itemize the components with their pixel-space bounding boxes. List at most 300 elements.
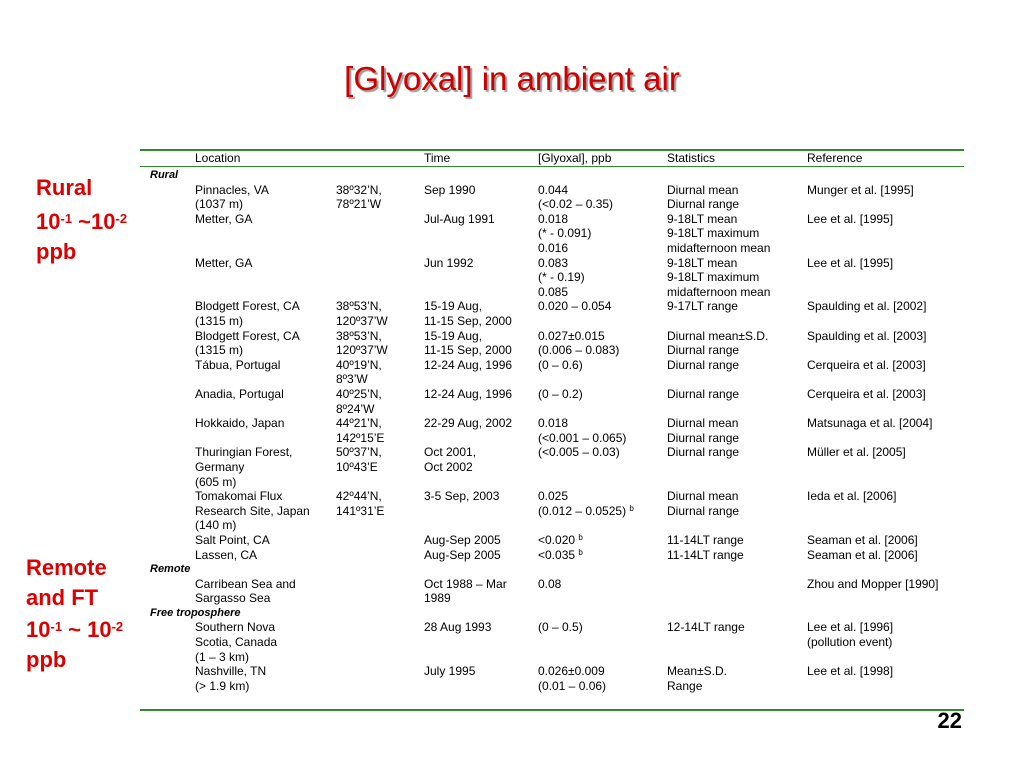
glyoxal-cell-line <box>538 489 634 504</box>
glyoxal-cell-line <box>538 183 613 198</box>
rural-range-exp1: -1 <box>60 211 73 226</box>
table-row <box>140 620 964 664</box>
coordinates-cell-text: 38º53’N, <box>336 299 382 314</box>
glyoxal-cell-line <box>538 431 626 446</box>
statistics-cell-text: Diurnal mean <box>667 182 739 197</box>
reference-cell-text: Spaulding et al. [2002] <box>807 299 927 314</box>
time-cell-text: July 1995 <box>424 664 476 679</box>
location-cell <box>195 329 300 358</box>
glyoxal-cell-text: 0.085 <box>538 284 569 299</box>
statistics-cell <box>667 358 739 373</box>
reference-cell <box>807 212 893 227</box>
header-statistics: Statistics <box>667 151 716 165</box>
coordinates-cell-text: 42º44’N, <box>336 489 382 504</box>
location-cell-text: Hokkaido, Japan <box>195 416 285 431</box>
header-time: Time <box>424 151 451 165</box>
section-rural: Rural <box>150 169 179 181</box>
time-cell <box>424 620 491 635</box>
reference-cell <box>807 620 893 649</box>
statistics-cell-text: Diurnal range <box>667 430 740 445</box>
header-reference: Reference <box>807 151 863 165</box>
time-cell-text: 28 Aug 1993 <box>424 620 492 635</box>
location-cell <box>195 387 284 402</box>
statistics-cell-text: Mean±S.D. <box>667 664 727 679</box>
reference-cell-text: Ieda et al. [2006] <box>807 489 897 504</box>
time-cell <box>424 664 475 679</box>
time-cell <box>424 183 475 198</box>
time-cell <box>424 533 501 548</box>
location-cell-text: (140 m) <box>195 518 237 533</box>
glyoxal-cell-text: (0 – 0.5) <box>538 620 583 635</box>
statistics-cell-text: Diurnal range <box>667 386 740 401</box>
glyoxal-cell-line <box>538 504 634 519</box>
statistics-cell-text: Diurnal range <box>667 357 740 372</box>
coordinates-cell-line <box>336 504 384 519</box>
statistics-cell-line <box>667 299 738 314</box>
table-row <box>140 183 964 212</box>
coordinates-cell <box>336 358 382 387</box>
table-row <box>140 445 964 489</box>
statistics-cell-line <box>667 620 745 635</box>
statistics-cell <box>667 533 744 548</box>
reference-cell-line <box>807 533 918 548</box>
statistics-cell-text: 9-17LT range <box>667 299 738 314</box>
statistics-cell-text: Diurnal range <box>667 343 740 358</box>
footnote-marker: b <box>578 532 583 542</box>
location-cell-text: Sargasso Sea <box>195 591 271 606</box>
glyoxal-cell-text: 0.025 <box>538 489 569 504</box>
statistics-cell <box>667 212 770 256</box>
time-cell <box>424 358 512 373</box>
coordinates-cell-line <box>336 489 384 504</box>
remote-range-exp1: -1 <box>50 619 63 634</box>
location-cell <box>195 664 266 693</box>
location-cell-text: (605 m) <box>195 474 237 489</box>
glyoxal-cell-line <box>538 416 626 431</box>
location-cell-text: Nashville, TN <box>195 664 267 679</box>
time-cell-text: 15-19 Aug, <box>424 299 483 314</box>
location-cell-line <box>195 504 310 519</box>
reference-cell-line <box>807 577 938 592</box>
time-cell-line <box>424 620 491 635</box>
statistics-cell <box>667 329 768 358</box>
glyoxal-cell-line <box>538 226 591 241</box>
reference-cell-text: Munger et al. [1995] <box>807 182 914 197</box>
time-cell-line <box>424 416 512 431</box>
statistics-cell-text: 9-18LT maximum <box>667 226 760 241</box>
time-cell-line <box>424 387 512 402</box>
coordinates-cell <box>336 489 384 518</box>
time-cell-text: 12-24 Aug, 1996 <box>424 357 513 372</box>
location-cell-line <box>195 650 277 665</box>
location-cell <box>195 533 270 548</box>
remote-range-base: 10 <box>26 617 51 642</box>
statistics-cell-line <box>667 445 739 460</box>
statistics-cell-line <box>667 548 744 563</box>
glyoxal-cell <box>538 577 561 592</box>
reference-cell-line <box>807 664 893 679</box>
time-cell-line <box>424 577 507 592</box>
coordinates-cell-text: 141º31’E <box>336 503 385 518</box>
statistics-cell-text: Diurnal mean <box>667 489 739 504</box>
reference-cell-text: Matsunaga et al. [2004] <box>807 416 933 431</box>
location-cell-text: Metter, GA <box>195 211 253 226</box>
time-cell-text: Oct 2002 <box>424 459 473 474</box>
coordinates-cell-line <box>336 299 388 314</box>
reference-cell <box>807 183 914 198</box>
slide-title: [Glyoxal] in ambient air <box>344 60 680 97</box>
statistics-cell <box>667 387 739 402</box>
time-cell-text: Jul-Aug 1991 <box>424 211 495 226</box>
table-row <box>140 416 964 445</box>
glyoxal-cell <box>538 620 583 635</box>
coordinates-cell <box>336 416 384 445</box>
coordinates-cell <box>336 387 382 416</box>
coordinates-cell-line <box>336 314 388 329</box>
statistics-cell <box>667 445 739 460</box>
glyoxal-cell-line <box>538 270 585 285</box>
location-cell-line <box>195 489 310 504</box>
glyoxal-cell-line <box>538 285 585 300</box>
glyoxal-cell-line <box>538 679 606 694</box>
statistics-cell-line <box>667 270 770 285</box>
rural-range <box>36 207 127 237</box>
location-cell <box>195 620 277 664</box>
location-cell <box>195 358 280 373</box>
table-row <box>140 387 964 416</box>
location-cell-line <box>195 445 292 460</box>
statistics-cell <box>667 299 738 314</box>
glyoxal-cell-text: 0.044 <box>538 182 569 197</box>
statistics-cell-line <box>667 664 727 679</box>
statistics-cell-line <box>667 197 739 212</box>
glyoxal-cell-line <box>538 445 620 460</box>
glyoxal-cell <box>538 445 620 460</box>
glyoxal-cell-text: (0 – 0.6) <box>538 357 583 372</box>
glyoxal-cell-line <box>538 343 619 358</box>
statistics-cell-text: 11-14LT range <box>667 547 744 562</box>
rural-annotation <box>36 173 127 267</box>
location-cell-line <box>195 679 266 694</box>
rural-unit: ppb <box>36 239 77 264</box>
reference-cell-text: Müller et al. [2005] <box>807 445 906 460</box>
coordinates-cell-text: 120º37’W <box>336 343 388 358</box>
section-remote: Remote <box>150 563 191 576</box>
reference-cell-text: Lee et al. [1996] <box>807 620 894 635</box>
statistics-cell-text: 9-18LT maximum <box>667 270 760 285</box>
glyoxal-cell-text: 0.018 <box>538 416 569 431</box>
statistics-cell-line <box>667 358 739 373</box>
coordinates-cell <box>336 299 388 328</box>
coordinates-cell-text: 40º25’N, <box>336 386 382 401</box>
glyoxal-cell <box>538 533 583 548</box>
time-cell <box>424 416 512 431</box>
location-cell-line <box>195 533 270 548</box>
reference-cell-text: Zhou and Mopper [1990] <box>807 576 939 591</box>
location-cell-text: (1037 m) <box>195 197 244 212</box>
remote-annotation <box>26 553 123 675</box>
coordinates-cell-text: 50º37’N, <box>336 445 382 460</box>
reference-cell-line <box>807 183 914 198</box>
coordinates-cell-line <box>336 445 382 460</box>
header-location: Location <box>195 151 241 165</box>
time-cell-line <box>424 591 507 606</box>
time-cell-text: Oct 1988 – Mar <box>424 576 507 591</box>
glyoxal-cell <box>538 416 626 445</box>
reference-cell-line <box>807 445 906 460</box>
time-cell-text: Aug-Sep 2005 <box>424 532 501 547</box>
coordinates-cell-line <box>336 416 384 431</box>
location-cell-line <box>195 212 252 227</box>
reference-cell-line <box>807 299 926 314</box>
time-cell-text: 1989 <box>424 591 451 606</box>
location-cell <box>195 416 284 431</box>
rural-range-exp2: -2 <box>115 211 128 226</box>
reference-cell-text: Cerqueira et al. [2003] <box>807 386 926 401</box>
coordinates-cell-text: 44º21’N, <box>336 416 382 431</box>
coordinates-cell-line <box>336 183 382 198</box>
glyoxal-cell-line <box>538 256 585 271</box>
coordinates-cell <box>336 183 382 212</box>
time-cell-text: Jun 1992 <box>424 255 474 270</box>
glyoxal-cell-line <box>538 577 561 592</box>
statistics-cell-line <box>667 226 770 241</box>
coordinates-cell-line <box>336 460 382 475</box>
reference-cell-line <box>807 387 926 402</box>
rural-label: Rural <box>36 175 93 200</box>
location-cell-text: Germany <box>195 459 245 474</box>
statistics-cell-line <box>667 183 739 198</box>
glyoxal-cell <box>538 183 613 212</box>
time-cell <box>424 445 476 474</box>
reference-cell-line <box>807 212 893 227</box>
reference-cell-line <box>807 635 893 650</box>
reference-cell <box>807 664 893 679</box>
glyoxal-cell-text: (* - 0.19) <box>538 270 585 285</box>
page-number: 22 <box>937 708 962 733</box>
remote-unit: ppb <box>26 647 67 672</box>
statistics-cell-line <box>667 285 770 300</box>
time-cell-line <box>424 664 475 679</box>
reference-cell-text: Lee et al. [1998] <box>807 664 894 679</box>
location-cell-line <box>195 620 277 635</box>
statistics-cell-text: Diurnal range <box>667 503 740 518</box>
glyoxal-cell-text: (0.012 – 0.0525) <box>538 503 627 518</box>
remote-label-line2: and FT <box>26 585 99 610</box>
reference-cell-line <box>807 548 918 563</box>
glyoxal-cell-line <box>538 387 583 402</box>
glyoxal-cell <box>538 299 611 314</box>
statistics-cell-text: 12-14LT range <box>667 620 745 635</box>
time-cell <box>424 387 512 402</box>
statistics-cell-line <box>667 416 739 431</box>
coordinates-cell-line <box>336 329 388 344</box>
location-cell-text: Metter, GA <box>195 255 253 270</box>
reference-cell <box>807 577 938 592</box>
coordinates-cell-line <box>336 343 388 358</box>
glyoxal-cell-text: 0.020 – 0.054 <box>538 299 612 314</box>
statistics-cell-line <box>667 489 739 504</box>
time-cell <box>424 256 473 271</box>
statistics-cell-text: midafternoon mean <box>667 240 771 255</box>
glyoxal-cell-text: 0.083 <box>538 255 569 270</box>
location-cell-line <box>195 343 300 358</box>
statistics-cell <box>667 183 739 212</box>
location-cell-text: Scotia, Canada <box>195 635 278 650</box>
location-cell-line <box>195 518 310 533</box>
statistics-cell <box>667 620 745 635</box>
time-cell-line <box>424 183 475 198</box>
location-cell-line <box>195 299 300 314</box>
location-cell-text: Lassen, CA <box>195 547 258 562</box>
location-cell-text: Pinnacles, VA <box>195 182 269 197</box>
time-cell-text: 3-5 Sep, 2003 <box>424 489 500 504</box>
reference-cell <box>807 329 926 344</box>
glyoxal-cell <box>538 212 591 256</box>
location-cell-line <box>195 591 296 606</box>
location-cell <box>195 212 252 227</box>
table-row <box>140 664 964 693</box>
glyoxal-cell-line <box>538 241 591 256</box>
time-cell-text: Aug-Sep 2005 <box>424 547 501 562</box>
time-cell-text: 22-29 Aug, 2002 <box>424 416 513 431</box>
glyoxal-cell-text: (<0.005 – 0.03) <box>538 445 620 460</box>
location-cell-line <box>195 577 296 592</box>
location-cell-text: (1315 m) <box>195 343 244 358</box>
table-row <box>140 489 964 533</box>
statistics-cell-text: 11-14LT range <box>667 532 744 547</box>
glyoxal-cell-text: 0.016 <box>538 240 569 255</box>
glyoxal-cell-line <box>538 212 591 227</box>
rural-range-mid: ~10 <box>72 209 116 234</box>
time-cell-line <box>424 256 473 271</box>
coordinates-cell-text: 120º37’W <box>336 313 388 328</box>
remote-range <box>26 615 123 645</box>
reference-cell-text: Cerqueira et al. [2003] <box>807 357 926 372</box>
glyoxal-cell-line <box>538 620 583 635</box>
statistics-cell-text: Diurnal mean±S.D. <box>667 328 769 343</box>
location-cell-text: Salt Point, CA <box>195 532 270 547</box>
glyoxal-cell-line <box>538 664 606 679</box>
reference-cell-line <box>807 329 926 344</box>
location-cell-text: Carribean Sea and <box>195 576 296 591</box>
glyoxal-cell-text: (<0.02 – 0.35) <box>538 197 614 212</box>
coordinates-cell <box>336 329 388 358</box>
section-free-troposphere: Free troposphere <box>150 606 241 619</box>
header-glyoxal: [Glyoxal], ppb <box>538 151 612 165</box>
time-cell-line <box>424 445 476 460</box>
reference-cell-text: Seaman et al. [2006] <box>807 532 918 547</box>
reference-cell-text: Seaman et al. [2006] <box>807 547 918 562</box>
time-cell <box>424 212 495 227</box>
glyoxal-cell-line <box>538 358 583 373</box>
time-cell <box>424 548 501 563</box>
table-row <box>140 548 964 563</box>
reference-cell <box>807 387 926 402</box>
coordinates-cell-line <box>336 358 382 373</box>
time-cell <box>424 299 512 328</box>
remote-rows <box>140 577 964 606</box>
coordinates-cell-line <box>336 431 384 446</box>
glyoxal-cell-text: 0.08 <box>538 576 562 591</box>
statistics-cell-line <box>667 212 770 227</box>
glyoxal-cell-line <box>538 548 583 563</box>
statistics-cell-line <box>667 431 739 446</box>
table-row <box>140 577 964 606</box>
statistics-cell-text: Diurnal range <box>667 445 740 460</box>
glyoxal-cell <box>538 387 583 402</box>
statistics-cell <box>667 489 739 518</box>
time-cell-line <box>424 533 501 548</box>
location-cell <box>195 299 300 328</box>
time-cell-line <box>424 299 512 314</box>
location-cell-line <box>195 256 252 271</box>
location-cell-text: (1 – 3 km) <box>195 649 250 664</box>
reference-cell-line <box>807 256 893 271</box>
table-row <box>140 299 964 328</box>
statistics-cell-text: Range <box>667 678 703 693</box>
table-row <box>140 256 964 300</box>
statistics-cell-line <box>667 504 739 519</box>
location-cell-line <box>195 664 266 679</box>
statistics-cell <box>667 416 739 445</box>
rural-range-base: 10 <box>36 209 61 234</box>
table-row <box>140 212 964 256</box>
time-cell <box>424 577 507 606</box>
reference-cell-text: Lee et al. [1995] <box>807 255 894 270</box>
statistics-cell-text: 9-18LT mean <box>667 255 738 270</box>
time-cell-line <box>424 343 512 358</box>
reference-cell-text: (pollution event) <box>807 635 893 650</box>
glyoxal-cell-text: <0.035 <box>538 547 576 562</box>
location-cell-text: Anadia, Portugal <box>195 386 284 401</box>
reference-cell <box>807 533 918 548</box>
statistics-cell-text: midafternoon mean <box>667 284 771 299</box>
glyoxal-cell <box>538 358 583 373</box>
time-cell <box>424 489 499 504</box>
reference-cell-line <box>807 620 893 635</box>
coordinates-cell-text: 8º3’W <box>336 372 368 387</box>
statistics-cell-line <box>667 533 744 548</box>
location-cell-text: (> 1.9 km) <box>195 678 250 693</box>
location-cell-line <box>195 314 300 329</box>
remote-range-mid: ~ 10 <box>62 617 112 642</box>
remote-range-exp2: -2 <box>111 619 124 634</box>
location-cell-line <box>195 183 269 198</box>
time-cell-line <box>424 548 501 563</box>
glyoxal-cell-text: (* - 0.091) <box>538 226 592 241</box>
time-cell-line <box>424 212 495 227</box>
table-header-row <box>140 151 964 166</box>
footnote-marker: b <box>578 547 583 557</box>
coordinates-cell-text: 142º15’E <box>336 430 385 445</box>
reference-cell <box>807 299 926 314</box>
statistics-cell <box>667 548 744 563</box>
location-cell-text: Southern Nova <box>195 620 276 635</box>
glyoxal-cell <box>538 329 619 358</box>
time-cell-line <box>424 460 476 475</box>
coordinates-cell-text: 38º53’N, <box>336 328 382 343</box>
coordinates-cell <box>336 445 382 474</box>
rural-rows <box>140 183 964 563</box>
coordinates-cell-line <box>336 372 382 387</box>
reference-cell <box>807 256 893 271</box>
glyoxal-cell-text: 0.026±0.009 <box>538 664 605 679</box>
reference-cell <box>807 416 932 431</box>
location-cell-line <box>195 329 300 344</box>
glyoxal-cell-line <box>538 329 619 344</box>
statistics-cell <box>667 664 727 693</box>
